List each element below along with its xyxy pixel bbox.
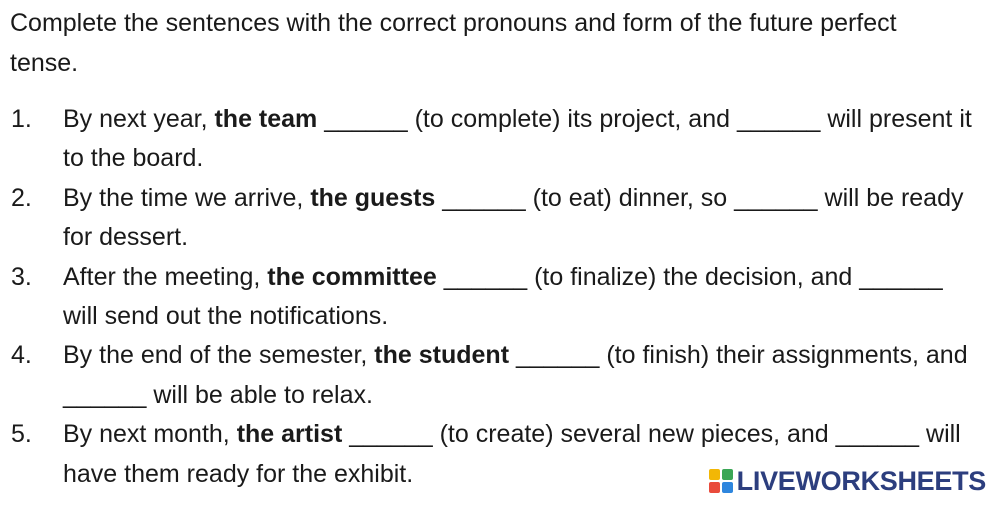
sentence-rest: ______ (to create) several new pieces, and ______ will have them ready for the exhibit. xyxy=(63,420,961,488)
item-sentence xyxy=(63,105,972,172)
sentence-subject: the artist xyxy=(236,420,343,449)
sentence-subject: the team xyxy=(214,105,318,133)
instructions-text: Complete the sentences with the correct pronouns and form of the future perfect tense. xyxy=(10,9,897,77)
sentence-rest: ______ (to complete) its project, and ______ will present it to the board. xyxy=(63,105,972,173)
sentence-start: By the end of the semester, xyxy=(63,341,375,370)
item-number: 5. xyxy=(11,420,32,449)
item-number: 4. xyxy=(11,341,32,370)
item-sentence xyxy=(63,341,968,408)
item-sentence xyxy=(63,263,943,330)
item-number: 3. xyxy=(11,262,32,291)
item-number: 1. xyxy=(11,105,32,133)
sentence-subject: the committee xyxy=(267,262,437,291)
sentence-subject: the guests xyxy=(310,183,436,212)
exercise-item xyxy=(0,179,978,258)
logo-mark-tile xyxy=(722,482,733,493)
sentence-start: After the meeting, xyxy=(63,262,268,291)
exercise-list xyxy=(0,100,1000,494)
sentence-rest: ______ (to eat) dinner, so ______ will be ready for dessert. xyxy=(63,183,964,252)
exercise-item xyxy=(0,258,978,337)
sentence-start: By next year, xyxy=(63,105,215,133)
item-number: 2. xyxy=(11,183,32,212)
logo-mark-tile xyxy=(709,482,720,493)
logo-mark-tile xyxy=(709,469,720,480)
sentence-start: By next month, xyxy=(63,420,237,449)
sentence-rest: ______ (to finalize) the decision, and ______ will send out the notifications. xyxy=(63,262,943,331)
exercise-item xyxy=(0,100,978,179)
sentence-rest: ______ (to finish) their assignments, and ______ will be able to relax. xyxy=(63,341,968,409)
logo-mark-icon xyxy=(709,469,733,493)
sentence-start: By the time we arrive, xyxy=(63,183,311,212)
logo-text: LIVEWORKSHEETS xyxy=(736,465,986,496)
exercise-item xyxy=(0,336,978,415)
logo-mark-tile xyxy=(722,469,733,480)
item-sentence xyxy=(63,184,963,251)
liveworksheets-logo xyxy=(709,465,986,497)
sentence-subject: the student xyxy=(374,341,510,370)
